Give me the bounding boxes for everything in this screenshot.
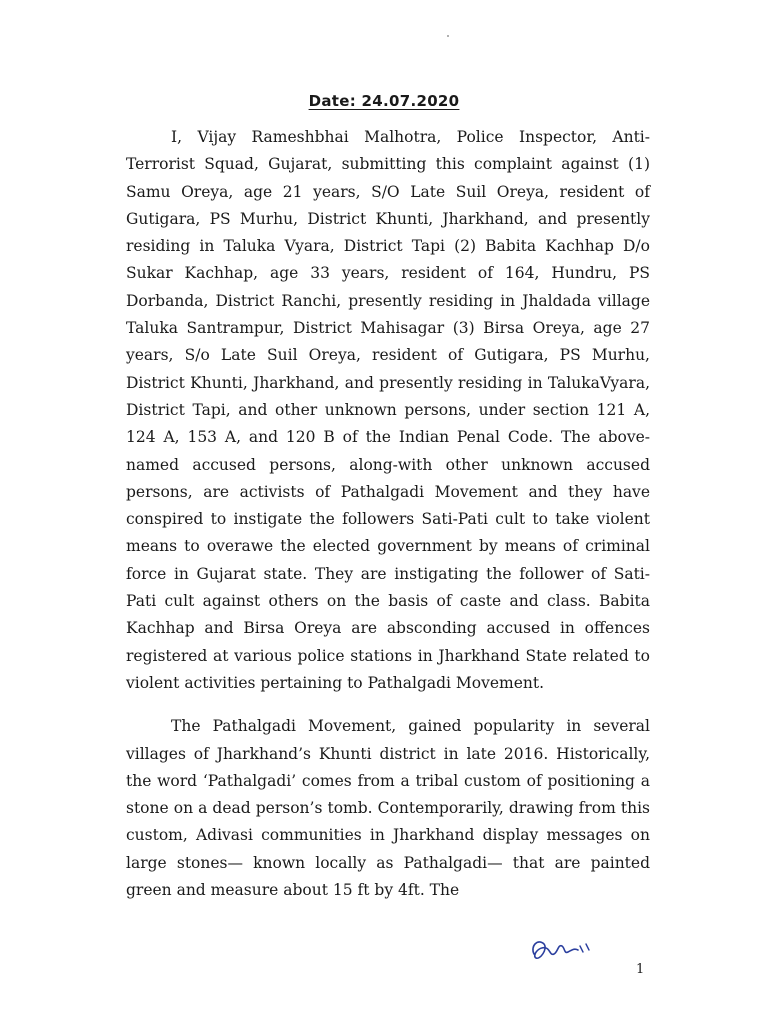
document-body [126,124,650,904]
scan-speck [447,35,449,37]
paragraph-complaint: I, Vijay Rameshbhai Malhotra, Police Inspector, Anti-Terrorist Squad, Gujarat, submitting this complaint against (1) Samu Oreya, age 21 years, S/O Late Suil Oreya, resident of Gutigara, PS Murhu, District Khunti, Jharkhand, and presently residing in Taluka Vyara, District Tapi (2) Babita Kachhap D/o Sukar Kachhap, age 33 years, resident of 164, Hundru, PS Dorbanda, District Ranchi, presently residing in Jhaldada village Taluka Santrampur, District Mahisagar (3) Birsa Oreya, age 27 years, S/o Late Suil Oreya, resident of Gutigara, PS Murhu, District Khunti, Jharkhand, and presently residing in TalukaVyara, District Tapi, and other unknown persons, under section 121 A, 124 A, 153 A, and 120 B of the Indian Penal Code. The above-named accused persons, along-with other unknown accused persons, are activists of Pathalgadi Movement and they have conspired to instigate the followers Sati-Pati cult to take violent means to overawe the elected government by means of criminal force in Gujarat state. They are instigating the follower of Sati-Pati cult against others on the basis of caste and class. Babita Kachhap and Birsa Oreya are absconding accused in offences registered at various police stations in Jharkhand State related to violent activities pertaining to Pathalgadi Movement. [126,128,650,692]
paragraph-pathalgadi-history: The Pathalgadi Movement, gained popularity in several villages of Jharkhand’s Khunti district in late 2016. Historically, the word ‘Pathalgadi’ comes from a tribal custom of positioning a stone on a dead person’s tomb. Contemporarily, drawing from this custom, Adivasi communities in Jharkhand display messages on large stones— known locally as Pathalgadi— that are painted green and measure about 15 ft by 4ft. The [126,717,650,900]
page-number: 1 [636,962,645,977]
date-text: Date: 24.07.2020 [308,92,460,110]
signature-icon [528,932,598,968]
document-date [0,92,768,110]
